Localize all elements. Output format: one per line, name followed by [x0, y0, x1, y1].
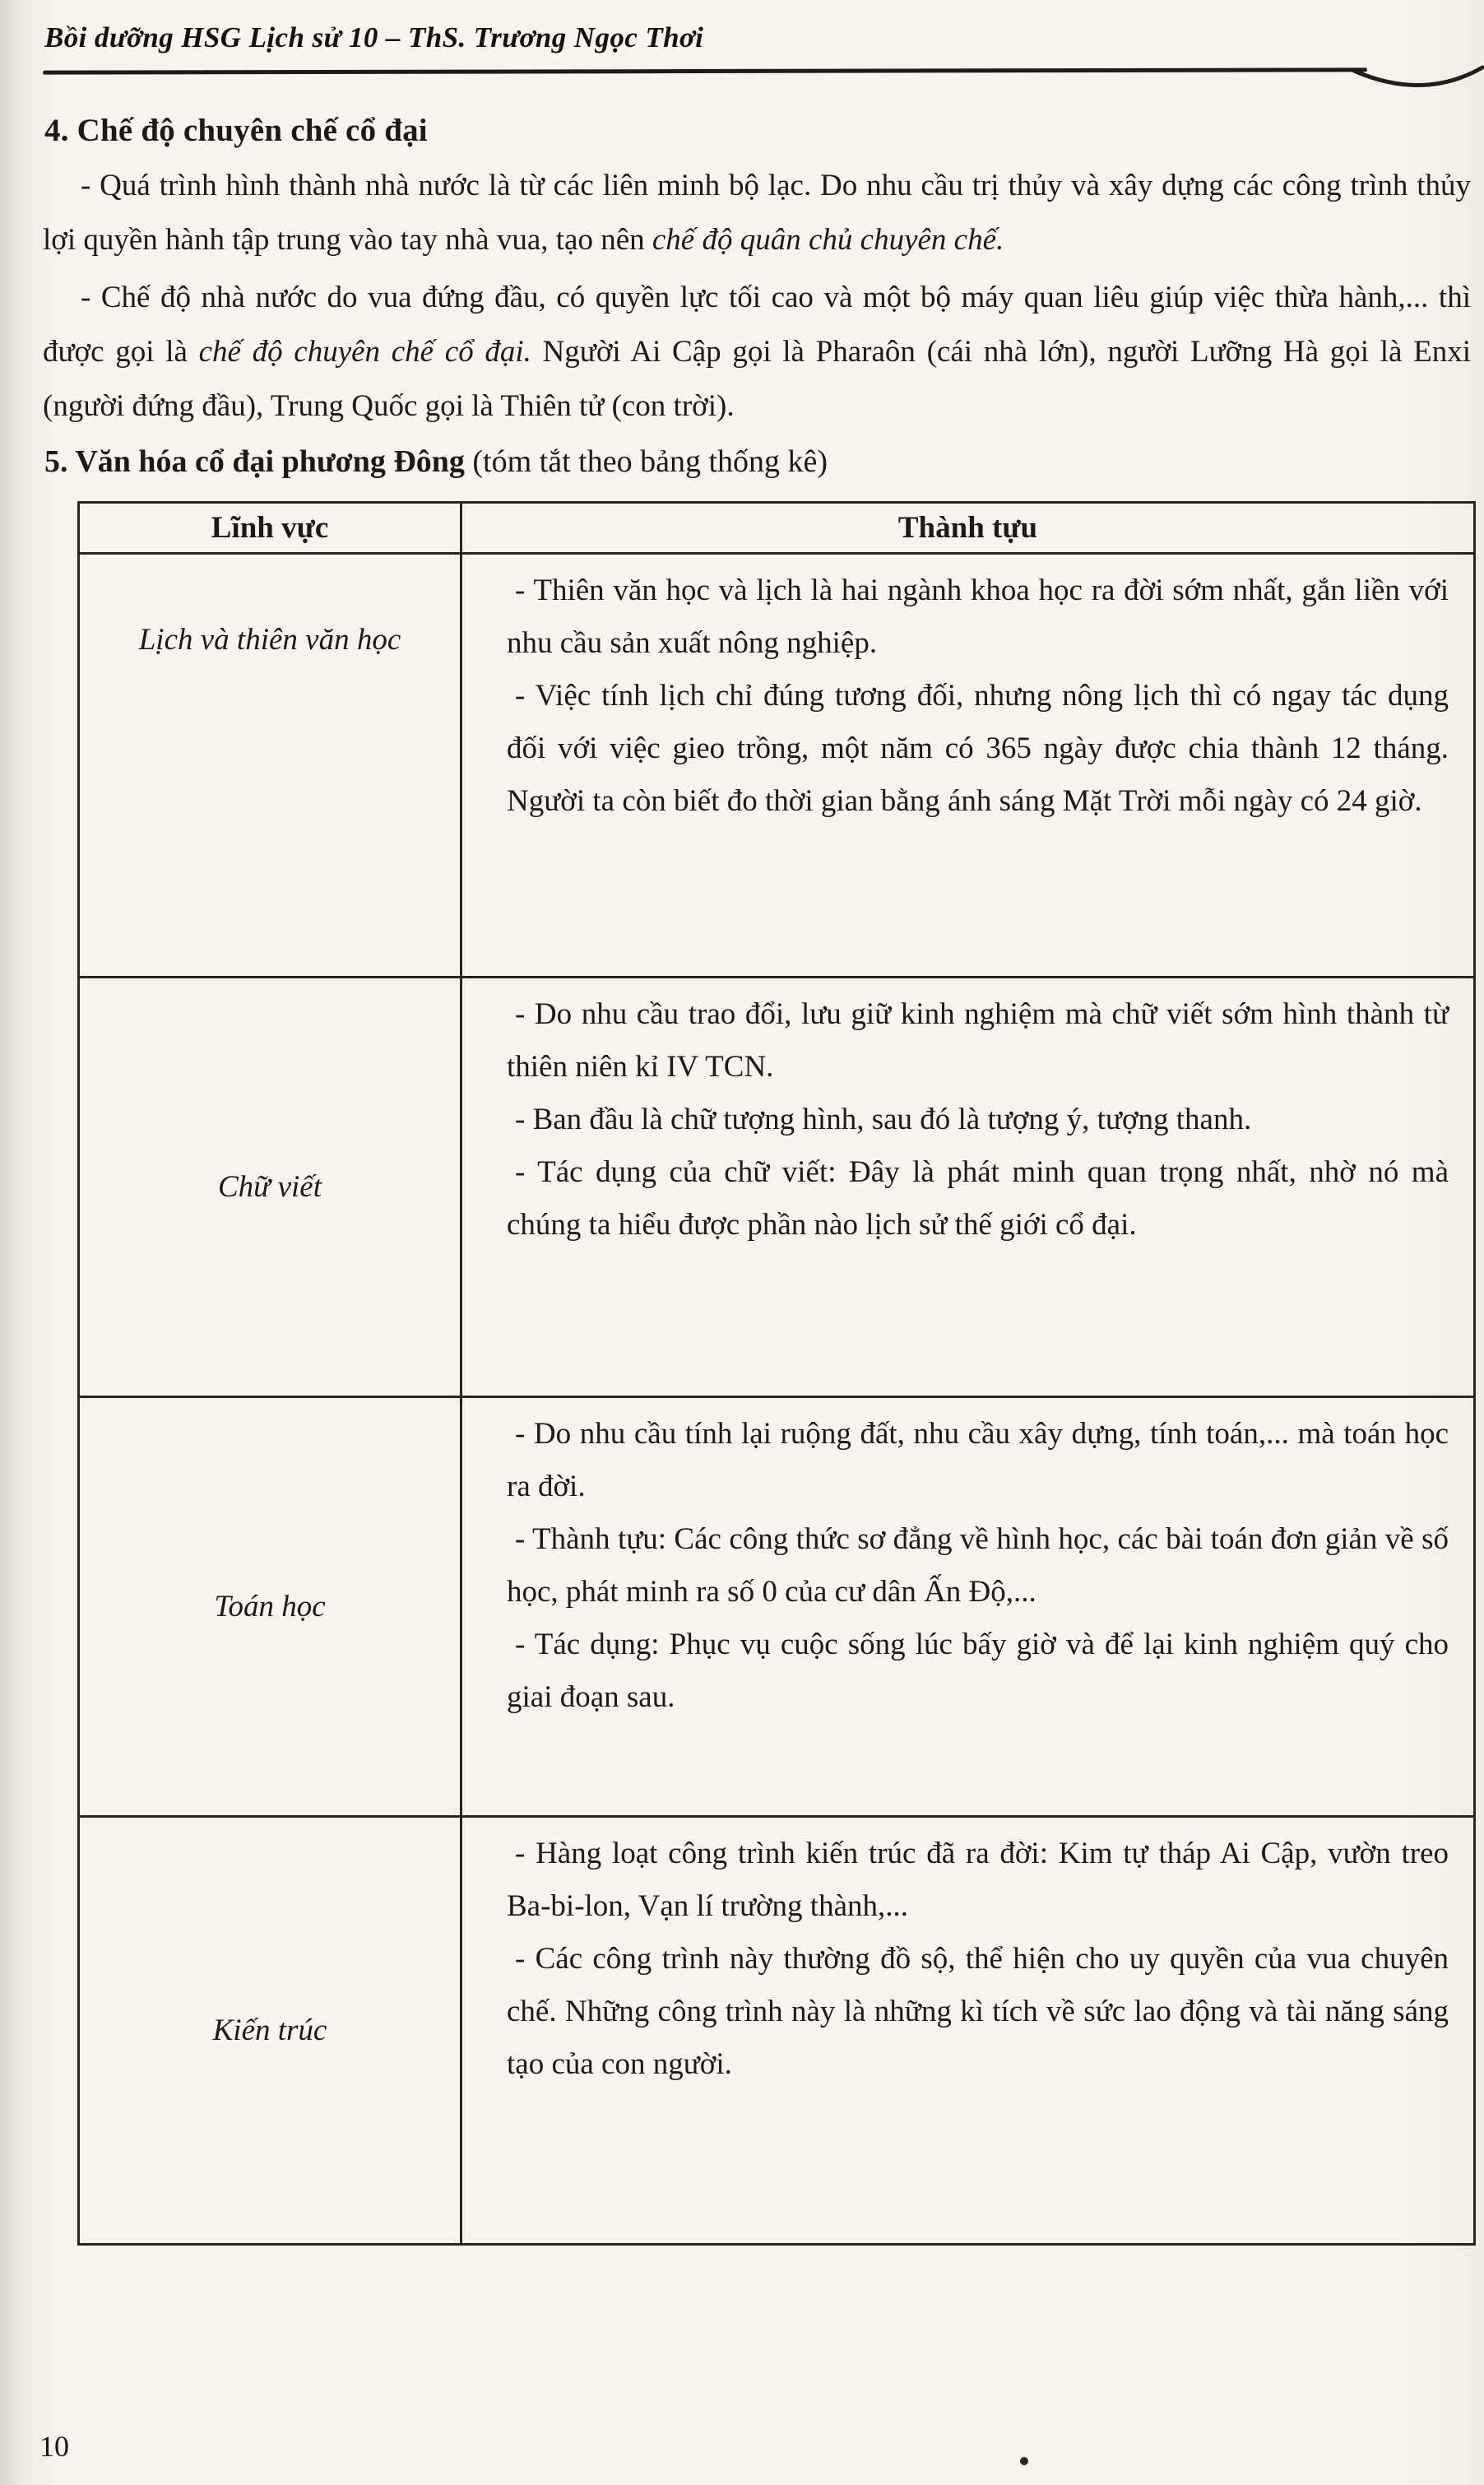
header-rule [43, 63, 1472, 91]
paragraph-italic-term: chế độ quân chủ chuyên chế. [652, 223, 1004, 257]
achievement-cell [461, 554, 1475, 978]
section-heading-5-title: 5. Văn hóa cổ đại phương Đông [44, 444, 473, 479]
achievement-cell [461, 978, 1475, 1397]
paragraph-text: Người Ai Cập gọi là Pharaôn (cái nhà lớn), người Lưỡng Hà gọi là Enxi (người đứng đầu), Trung Quốc gọi là Thiên tử (con trời). [43, 335, 1471, 423]
section-heading-4: 4. Chế độ chuyên chế cổ đại [44, 113, 428, 148]
field-cell [79, 1397, 461, 1817]
page-curl-flourish [1352, 63, 1484, 99]
paragraph-text: - Chế độ nhà nước do vua đứng đầu, có quyền lực tối cao và một bộ máy quan liêu giúp việc thừa hành,... thì được gọi là [43, 281, 1471, 369]
paragraph-state-formation [43, 159, 1471, 267]
achievement-item: - Do nhu cầu trao đổi, lưu giữ kinh nghiệm mà chữ viết sớm hình thành từ thiên niên kỉ IV TCN. [507, 997, 1449, 1084]
field-label: Kiến trúc [212, 2014, 327, 2047]
table-row-mathematics [79, 1397, 1475, 1817]
table-row-writing [79, 978, 1475, 1397]
table-header-field: Lĩnh vực [79, 503, 461, 554]
running-header-text: Bồi dưỡng HSG Lịch sử 10 – ThS. Trương Ngọc Thơi [44, 21, 704, 53]
field-label: Toán học [214, 1590, 326, 1623]
ink-dot [1020, 2457, 1028, 2465]
table-header-achievement: Thành tựu [461, 503, 1475, 554]
table-header-row [79, 503, 1475, 554]
paragraph-italic-term: chế độ chuyên chế cổ đại. [198, 335, 531, 369]
achievement-item: - Do nhu cầu tính lại ruộng đất, nhu cầu xây dựng, tính toán,... mà toán học ra đời. [507, 1417, 1449, 1503]
achievement-item: - Các công trình này thường đồ sộ, thể hiện cho uy quyền của vua chuyên chế. Những công trình này là những kì tích về sức lao động và tài năng sáng tạo của con người. [507, 1942, 1449, 2081]
section-heading-5 [44, 444, 1472, 480]
achievement-cell [461, 1397, 1475, 1817]
field-cell [79, 978, 461, 1397]
achievement-item: - Ban đầu là chữ tượng hình, sau đó là tượng ý, tượng thanh. [515, 1103, 1252, 1136]
running-header [43, 21, 1472, 54]
field-label: Lịch và thiên văn học [138, 623, 401, 657]
culture-summary-table [77, 501, 1476, 2246]
paragraph-text: - Quá trình hình thành nhà nước là từ các liên minh bộ lạc. Do nhu cầu trị thủy và xây dựng các công trình thủy lợi quyền hành tập trung vào tay nhà vua, tạo nên [43, 169, 1471, 257]
field-cell [79, 554, 461, 978]
achievement-cell [461, 1817, 1475, 2245]
achievement-item: - Việc tính lịch chỉ đúng tương đối, nhưng nông lịch thì có ngay tác dụng đối với việc gieo trồng, một năm có 365 ngày được chia thành 12 tháng. Người ta còn biết đo thời gian bằng ánh sáng Mặt Trời mỗi ngày có 24 giờ. [507, 679, 1449, 818]
achievement-item: - Hàng loạt công trình kiến trúc đã ra đời: Kim tự tháp Ai Cập, vườn treo Ba-bi-lon, Vạn lí trường thành,... [507, 1837, 1449, 1923]
achievement-item: - Tác dụng của chữ viết: Đây là phát minh quan trọng nhất, nhờ nó mà chúng ta hiểu được phần nào lịch sử thế giới cổ đại. [507, 1155, 1449, 1242]
table-row-architecture [79, 1817, 1475, 2245]
field-label: Chữ viết [217, 1170, 322, 1204]
achievement-item: - Tác dụng: Phục vụ cuộc sống lúc bấy giờ và để lại kinh nghiệm quý cho giai đoạn sau. [507, 1628, 1449, 1714]
field-cell [79, 1817, 461, 2245]
section-heading-5-note: (tóm tắt theo bảng thống kê) [472, 444, 828, 479]
table-row-calendar-astronomy [79, 554, 1475, 978]
paragraph-despotism [43, 271, 1471, 434]
achievement-item: - Thành tựu: Các công thức sơ đẳng về hình học, các bài toán đơn giản về số học, phát minh ra số 0 của cư dân Ấn Độ,... [507, 1522, 1449, 1609]
achievement-item: - Thiên văn học và lịch là hai ngành khoa học ra đời sớm nhất, gắn liền với nhu cầu sản xuất nông nghiệp. [507, 574, 1449, 660]
page-number: 10 [39, 2430, 69, 2463]
header-underline [43, 67, 1367, 74]
